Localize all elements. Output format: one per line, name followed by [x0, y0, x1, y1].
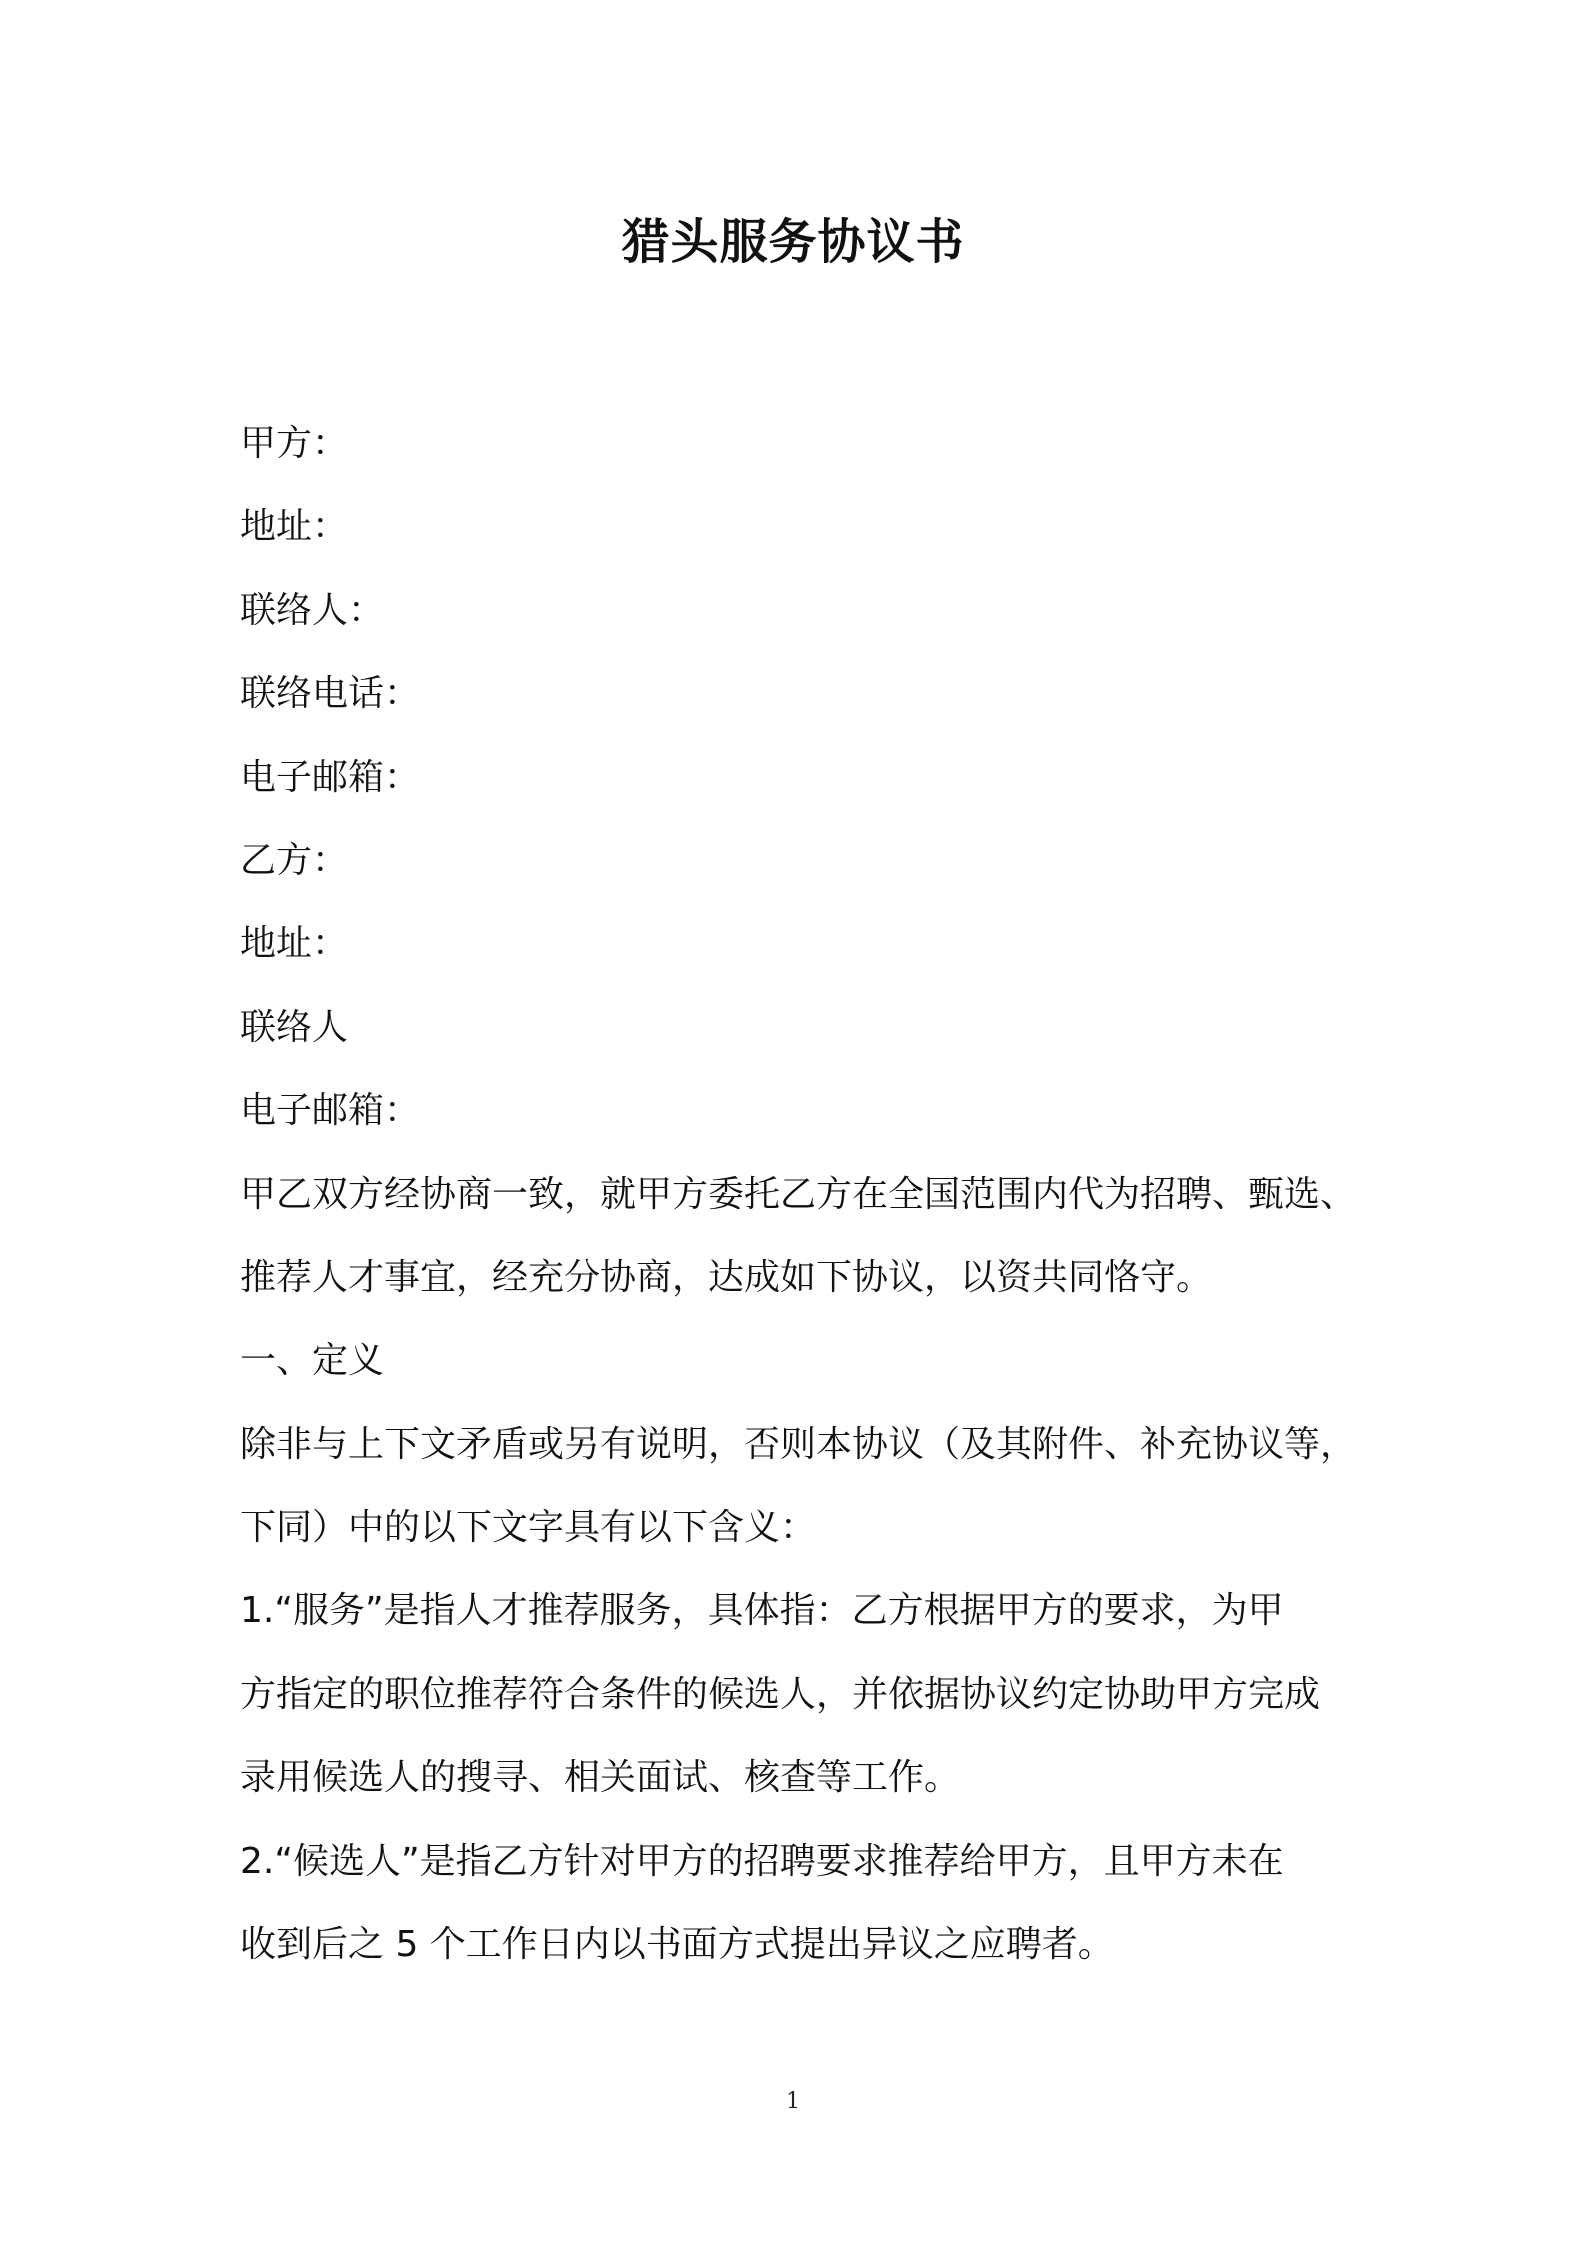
definition-candidate-line: 2.“候选人”是指乙方针对甲方的招聘要求推荐给甲方，且甲方未在 — [240, 1840, 1284, 1882]
party-a-label: 甲方： — [240, 423, 349, 464]
definition-candidate-line: 收到后之 5 个工作日内以书面方式提出异议之应聘者。 — [240, 1924, 1114, 1966]
party-b-email-label: 电子邮箱： — [240, 1090, 421, 1132]
document-title: 猎头服务协议书 — [621, 214, 965, 270]
definition-service-line: 1.“服务”是指人才推荐服务，具体指：乙方根据甲方的要求，为甲 — [240, 1590, 1284, 1632]
definition-service-line: 录用候选人的搜寻、相关面试、核查等工作。 — [240, 1757, 961, 1799]
definition-service-line: 方指定的职位推荐符合条件的候选人，并依据协议约定协助甲方完成 — [240, 1673, 1321, 1715]
document-body — [240, 402, 1370, 1986]
party-b-address-label: 地址： — [240, 923, 349, 965]
definitions-intro-line: 下同）中的以下文字具有以下含义： — [240, 1507, 817, 1549]
party-a-contact-label: 联络人： — [240, 589, 385, 631]
party-a-address-label: 地址： — [240, 506, 349, 548]
definitions-intro-line: 除非与上下文矛盾或另有说明，否则本协议（及其附件、补充协议等， — [240, 1423, 1357, 1465]
preamble-line: 甲乙双方经协商一致，就甲方委托乙方在全国范围内代为招聘、甄选、 — [240, 1173, 1357, 1215]
party-b-label: 乙方： — [240, 839, 349, 881]
party-a-email-label: 电子邮箱： — [240, 756, 421, 798]
section-heading-definitions: 一、定义 — [240, 1340, 385, 1382]
page-number: 1 — [786, 2089, 800, 2114]
preamble-line: 推荐人才事宜，经充分协商，达成如下协议，以资共同恪守。 — [240, 1256, 1213, 1298]
party-a-phone-label: 联络电话： — [240, 673, 421, 715]
party-b-contact-label: 联络人 — [240, 1006, 349, 1048]
